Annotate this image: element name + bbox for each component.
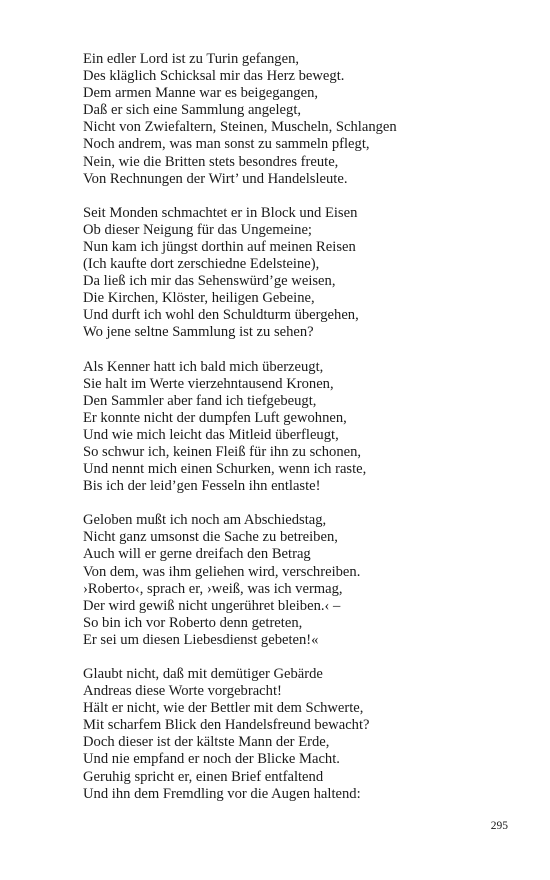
verse-line: Der wird gewiß nicht ungerühret bleiben.‹ – [83,597,341,614]
stanza-4 [83,512,523,649]
verse-line: Wo jene seltne Sammlung ist zu sehen? [83,324,314,341]
poem-text [83,51,523,820]
verse-line: Glaubt nicht, daß mit demütiger Gebärde [83,666,323,682]
verse-line: Und nie empfand er noch der Blicke Macht. [83,751,340,768]
verse-line: Nicht ganz umsonst die Sache zu betreiben, [83,529,338,546]
verse-line: Dem armen Manne war es beigegangen, [83,85,319,102]
verse-line: Doch dieser ist der kältste Mann der Erde, [83,734,330,751]
verse-line: Geloben mußt ich noch am Abschiedstag, [83,512,327,529]
stanza-5 [83,666,523,803]
verse-line: Den Sammler aber fand ich tiefgebeugt, [83,392,317,409]
verse-line: Des kläglich Schicksal mir das Herz bewegt. [83,68,345,85]
verse-line: Nicht von Zwiefaltern, Steinen, Muscheln, Schlangen [83,119,397,136]
verse-line: Ein edler Lord ist zu Turin gefangen, [83,51,300,67]
verse-line: Und wie mich leicht das Mitleid überfleugt, [83,426,339,443]
verse-line: Als Kenner hatt ich bald mich überzeugt, [83,358,324,375]
verse-line: (Ich kaufte dort zerschiedne Edelsteine), [83,256,320,273]
verse-line: Andreas diese Worte vorgebracht! [83,683,282,700]
verse-line: Noch andrem, was man sonst zu sammeln pflegt, [83,136,370,153]
verse-line: Daß er sich eine Sammlung angelegt, [83,102,302,119]
verse-line: Da ließ ich mir das Sehenswürd’ge weisen, [83,273,336,290]
stanza-2 [83,205,523,342]
verse-line: Und nennt mich einen Schurken, wenn ich raste, [83,461,367,478]
verse-line: Hält er nicht, wie der Bettler mit dem Schwerte, [83,700,364,717]
verse-line: Er sei um diesen Liebesdienst gebeten!« [83,631,319,648]
verse-line: Nun kam ich jüngst dorthin auf meinen Reisen [83,238,356,255]
verse-line: Von dem, was ihm geliehen wird, verschreiben. [83,563,361,580]
verse-line: Geruhig spricht er, einen Brief entfaltend [83,768,324,785]
verse-line: Seit Monden schmachtet er in Block und Eisen [83,204,358,221]
verse-line: Bis ich der leid’gen Fesseln ihn entlaste! [83,478,321,495]
verse-line: Und ihn dem Fremdling vor die Augen haltend: [83,785,361,802]
page-number: 295 [490,820,508,832]
stanza-1 [83,51,523,188]
verse-line: Die Kirchen, Klöster, heiligen Gebeine, [83,290,315,307]
verse-line: Er konnte nicht der dumpfen Luft gewohnen, [83,409,347,426]
verse-line: Nein, wie die Britten stets besondres freute, [83,153,339,170]
verse-line: Sie halt im Werte vierzehntausend Kronen, [83,375,334,392]
verse-line: Ob dieser Neigung für das Ungemeine; [83,221,312,238]
verse-line: So bin ich vor Roberto denn getreten, [83,614,303,631]
verse-line: So schwur ich, keinen Fleiß für ihn zu schonen, [83,443,362,460]
stanza-3 [83,359,523,496]
verse-line: ›Roberto‹, sprach er, ›weiß, was ich vermag, [83,580,343,597]
verse-line: Von Rechnungen der Wirt’ und Handelsleute. [83,170,348,187]
verse-line: Und durft ich wohl den Schuldturm übergehen, [83,307,359,324]
verse-line: Auch will er gerne dreifach den Betrag [83,546,311,563]
verse-line: Mit scharfem Blick den Handelsfreund bewacht? [83,717,370,734]
